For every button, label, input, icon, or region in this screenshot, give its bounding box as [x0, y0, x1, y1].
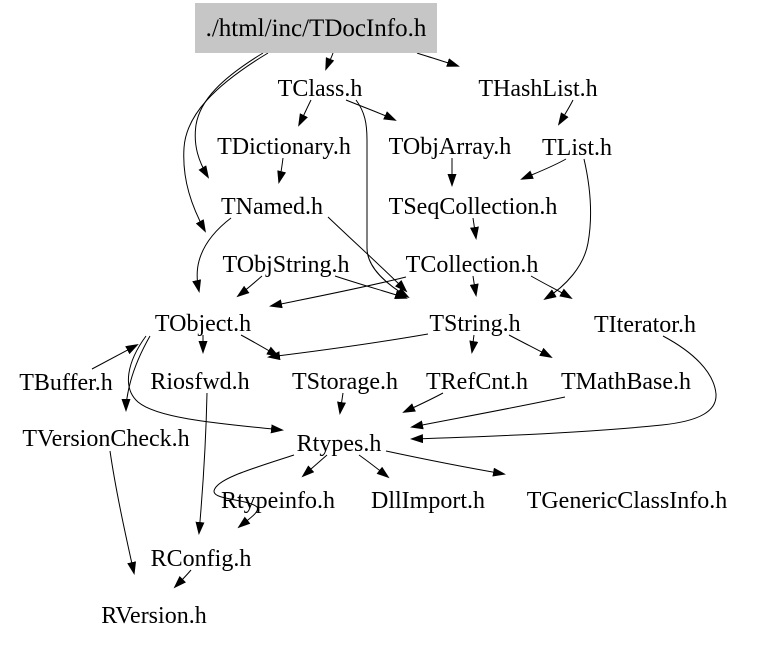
- edge-tstring-trefcnt: [472, 335, 474, 352]
- edge-tobject-tversioncheck: [126, 336, 150, 410]
- node-riosfwd[interactable]: Riosfwd.h: [150, 369, 250, 395]
- node-tcollection[interactable]: TCollection.h: [405, 252, 539, 278]
- node-tnamed[interactable]: TNamed.h: [221, 194, 323, 220]
- node-tobjarray[interactable]: TObjArray.h: [388, 134, 512, 160]
- node-tobject[interactable]: TObject.h: [154, 311, 252, 337]
- edge-tversioncheck-rversion: [110, 451, 134, 573]
- edge-trefcnt-rtypes: [404, 393, 443, 412]
- edge-tobject-tstorage: [241, 335, 278, 356]
- node-thashlist[interactable]: THashList.h: [478, 76, 598, 102]
- node-rconfig[interactable]: RConfig.h: [150, 546, 252, 572]
- node-tdictionary[interactable]: TDictionary.h: [217, 134, 351, 160]
- edge-tclass-tdictionary: [299, 100, 311, 125]
- node-tclass[interactable]: TClass.h: [277, 76, 363, 102]
- node-titerator[interactable]: TIterator.h: [594, 312, 696, 338]
- edge-tseqcollection-tcollection: [473, 218, 476, 238]
- node-tseqcollection[interactable]: TSeqCollection.h: [388, 194, 558, 220]
- edge-tstorage-rtypes: [340, 393, 343, 413]
- node-tstorage[interactable]: TStorage.h: [292, 369, 398, 395]
- edge-riosfwd-rconfig: [199, 393, 207, 533]
- edge-tdictionary-tnamed: [279, 158, 283, 182]
- node-tlist[interactable]: TList.h: [542, 135, 612, 161]
- edge-tmathbase-rtypes: [412, 397, 565, 427]
- edge-tdocinfo-tclass: [326, 53, 333, 69]
- edge-rtypes-tgenericclassinfo: [386, 451, 504, 474]
- edge-rconfig-rversion: [175, 570, 191, 587]
- node-rtypes[interactable]: Rtypes.h: [296, 431, 382, 457]
- edge-tstring-riosfwd: [269, 334, 428, 357]
- edge-thashlist-tlist: [559, 100, 573, 124]
- node-tstring[interactable]: TString.h: [429, 311, 521, 337]
- node-rtypeinfo[interactable]: Rtypeinfo.h: [221, 488, 335, 514]
- edge-tcollection-tstring: [473, 276, 476, 295]
- edge-tlist-tseqcollection: [522, 159, 566, 179]
- node-tversioncheck[interactable]: TVersionCheck.h: [22, 426, 190, 452]
- edge-tstring-tmathbase: [509, 335, 551, 357]
- node-tbuffer[interactable]: TBuffer.h: [19, 370, 113, 396]
- edge-rtypes-rtypeinfo: [303, 455, 327, 476]
- node-tgenericclassinfo[interactable]: TGenericClassInfo.h: [526, 488, 728, 514]
- node-tmathbase[interactable]: TMathBase.h: [561, 369, 691, 395]
- node-rversion[interactable]: RVersion.h: [101, 603, 207, 629]
- node-trefcnt[interactable]: TRefCnt.h: [426, 369, 528, 395]
- node-tobjstring[interactable]: TObjString.h: [222, 252, 350, 278]
- node-tdocinfo: ./html/inc/TDocInfo.h: [205, 15, 427, 42]
- edge-tclass-tobjarray: [346, 100, 395, 120]
- edge-rtypes-dllimport: [359, 455, 388, 477]
- edge-tobjstring-tobject: [238, 276, 262, 296]
- edge-tdocinfo-thashlist: [417, 53, 458, 66]
- edge-tlist-tstring: [545, 159, 591, 299]
- node-dllimport[interactable]: DllImport.h: [371, 488, 485, 514]
